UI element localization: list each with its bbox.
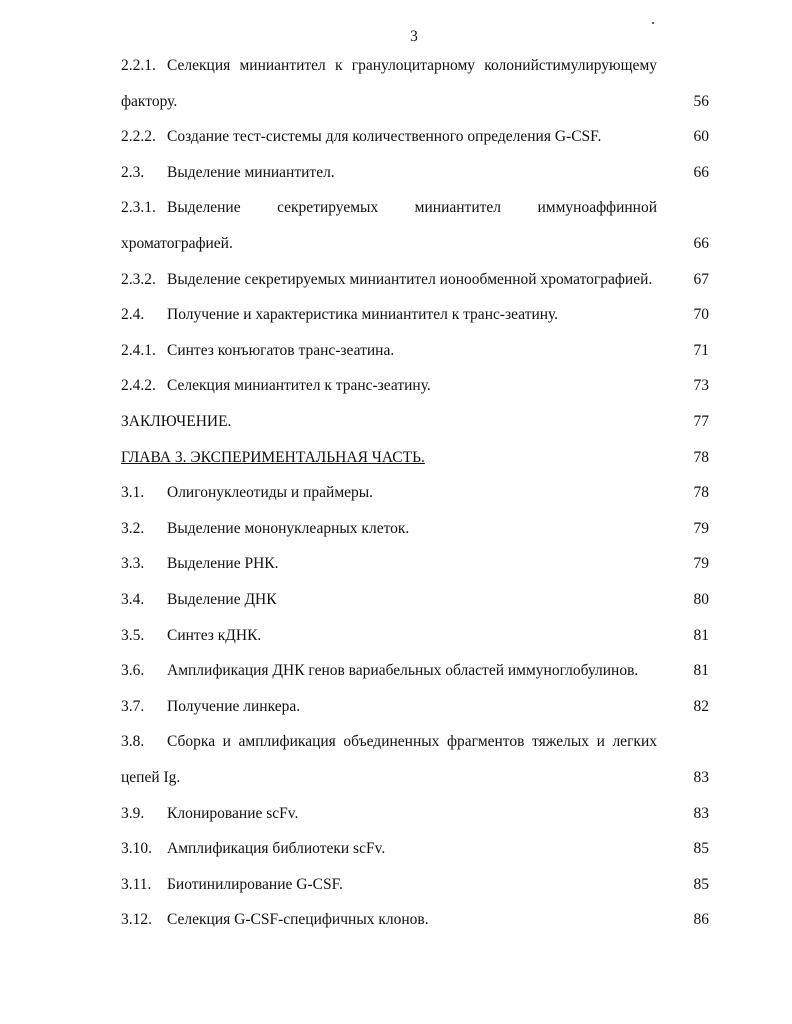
page-ref: 79	[693, 519, 709, 537]
toc-entry	[121, 56, 709, 76]
page-ref: 81	[693, 662, 709, 680]
section-number: 2.4.	[121, 306, 145, 324]
toc-entry	[121, 732, 709, 752]
section-title: Биотинилирование G-CSF.	[167, 875, 343, 893]
section-number: 3.3.	[121, 555, 145, 573]
section-title: Выделение секретируемых миниантител иммуноаффинной	[167, 199, 657, 217]
toc-entry	[121, 198, 709, 218]
section-number: 2.3.	[121, 163, 145, 181]
toc-entry-continuation	[121, 768, 709, 788]
section-title: Сборка и амплификация объединенных фрагментов тяжелых и легких	[167, 733, 657, 751]
toc-entry	[121, 305, 709, 325]
section-title: Амплификация ДНК генов вариабельных областей иммуноглобулинов.	[167, 662, 639, 680]
section-number: 3.10.	[121, 840, 152, 858]
section-number: 3.12.	[121, 911, 152, 929]
toc-entry	[121, 590, 709, 610]
toc-entry	[121, 127, 709, 147]
toc-entry	[121, 661, 709, 681]
section-title: Выделение секретируемых миниантител ионообменной хроматографией.	[167, 270, 653, 288]
toc-entry	[121, 554, 709, 574]
page-number: 3	[410, 28, 418, 45]
toc-entry-continuation	[121, 92, 709, 112]
section-title: Создание тест-системы для количественного определения G-CSF.	[167, 128, 602, 146]
section-title-continuation: фактору.	[121, 92, 178, 110]
section-number: 3.9.	[121, 804, 145, 822]
section-title: ЗАКЛЮЧЕНИЕ.	[121, 413, 232, 430]
section-title: Селекция миниантител к транс-зеатину.	[167, 377, 431, 395]
scan-speck	[652, 22, 654, 24]
toc-entry	[121, 270, 709, 290]
toc-entry	[121, 910, 709, 930]
page-ref: 77	[693, 413, 709, 430]
section-title: Получение и характеристика миниантител к транс-зеатину.	[167, 306, 559, 324]
section-number: 3.8.	[121, 733, 145, 751]
page-ref: 83	[693, 769, 709, 786]
section-title: Синтез конъюгатов транс-зеатина.	[167, 341, 395, 359]
page-ref: 80	[693, 591, 709, 608]
page-ref: 66	[693, 163, 709, 181]
section-title: Амплификация библиотеки scFv.	[167, 840, 386, 858]
section-number: 3.1.	[121, 484, 145, 502]
section-number: 3.7.	[121, 697, 145, 715]
page-ref: 56	[693, 92, 709, 110]
toc-entry-continuation	[121, 234, 709, 254]
page-ref: 78	[693, 448, 709, 466]
section-title: ГЛАВА 3. ЭКСПЕРИМЕНТАЛЬНАЯ ЧАСТЬ.	[121, 448, 425, 466]
toc-entry	[121, 626, 709, 646]
page-ref: 85	[693, 840, 709, 858]
toc-entry	[121, 839, 709, 859]
section-title: Клонирование scFv.	[167, 804, 299, 822]
toc-entry	[121, 804, 709, 824]
toc-entry	[121, 697, 709, 717]
page-ref: 85	[693, 875, 709, 893]
toc-entry	[121, 519, 709, 539]
section-number: 2.3.1.	[121, 199, 156, 217]
section-title: Синтез кДНК.	[167, 626, 262, 644]
toc-entry	[121, 448, 709, 468]
page-ref: 82	[693, 697, 709, 715]
section-title-continuation: хроматографией.	[121, 235, 233, 252]
section-title: Селекция G-CSF-специфичных клонов.	[167, 911, 429, 929]
page-ref: 79	[693, 555, 709, 573]
page-ref: 83	[693, 804, 709, 822]
section-number: 3.5.	[121, 626, 145, 644]
toc-entry	[121, 412, 709, 432]
toc-entry	[121, 875, 709, 895]
section-title: Выделение ДНК	[167, 591, 277, 608]
section-number: 2.3.2.	[121, 270, 156, 288]
toc-entry	[121, 376, 709, 396]
page-ref: 70	[693, 306, 709, 324]
section-number: 3.4.	[121, 591, 145, 608]
section-number: 2.4.1.	[121, 341, 156, 359]
section-number: 3.6.	[121, 662, 145, 680]
page-ref: 86	[693, 911, 709, 929]
page-ref: 73	[693, 377, 709, 395]
section-number: 2.2.2.	[121, 128, 156, 146]
section-title: Выделение РНК.	[167, 555, 279, 573]
section-title: Селекция миниантител к гранулоцитарному колонийстимулирующему	[167, 57, 657, 74]
page-ref: 67	[693, 270, 709, 288]
section-number: 2.4.2.	[121, 377, 156, 395]
section-title: Выделение миниантител.	[167, 163, 335, 181]
toc-entry	[121, 163, 709, 183]
section-title: Олигонуклеотиды и праймеры.	[167, 484, 374, 502]
section-number: 3.11.	[121, 875, 152, 893]
page-ref: 78	[693, 484, 709, 502]
section-title: Получение линкера.	[167, 697, 301, 715]
page-ref: 66	[693, 235, 709, 252]
toc-entry	[121, 483, 709, 503]
section-title-continuation: цепей Ig.	[121, 769, 181, 786]
section-number: 2.2.1.	[121, 57, 156, 74]
section-number: 3.2.	[121, 519, 145, 537]
page-ref: 60	[693, 128, 709, 146]
page-ref: 71	[693, 341, 709, 359]
page-ref: 81	[693, 626, 709, 644]
toc-entry	[121, 341, 709, 361]
section-title: Выделение мононуклеарных клеток.	[167, 519, 410, 537]
